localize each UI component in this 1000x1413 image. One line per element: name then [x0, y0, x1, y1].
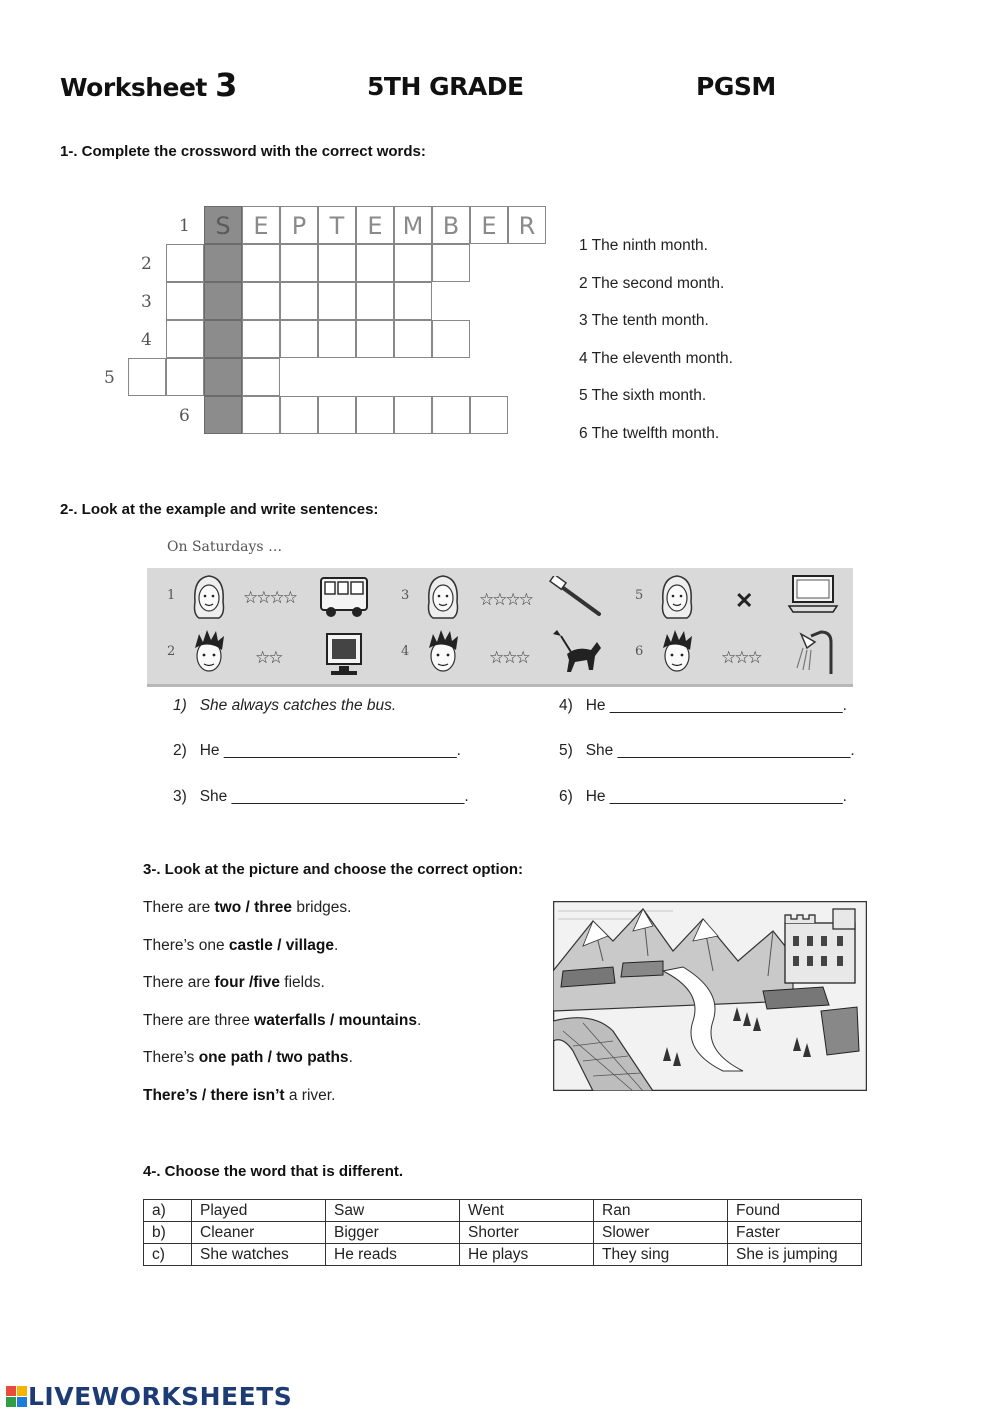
word-cell[interactable]: Played	[192, 1200, 326, 1222]
option-line: There are three waterfalls / mountains.	[143, 1012, 422, 1029]
panel-number: 1	[167, 588, 176, 603]
row-number: 1	[179, 216, 190, 236]
panel-number: 5	[635, 588, 644, 603]
choice[interactable]: two / three	[214, 899, 293, 916]
boy-face-icon	[189, 628, 229, 678]
crossword-cell[interactable]	[394, 244, 432, 282]
table-row	[144, 1200, 862, 1222]
crossword-cell[interactable]	[242, 396, 280, 434]
crossword-cell[interactable]	[356, 244, 394, 282]
choice[interactable]: one path / two paths	[198, 1049, 349, 1066]
word-cell[interactable]: He reads	[326, 1244, 460, 1266]
toothbrush-icon	[549, 576, 609, 620]
landscape-picture	[553, 901, 867, 1091]
school-label: PGSM	[696, 72, 776, 101]
option-line: There’s one path / two paths.	[143, 1049, 353, 1066]
crossword-cell[interactable]	[356, 396, 394, 434]
crossword-cell: E	[242, 206, 280, 244]
never-cross-icon: ✕	[735, 588, 754, 613]
clue: 4 The eleventh month.	[579, 350, 733, 367]
crossword-cell[interactable]	[394, 320, 432, 358]
liveworksheets-logo: LIVEWORKSHEETS	[6, 1382, 292, 1411]
row-number: 3	[141, 292, 152, 312]
word-cell[interactable]: Bigger	[326, 1222, 460, 1244]
crossword-cell[interactable]	[166, 320, 204, 358]
crossword-cell: E	[356, 206, 394, 244]
crossword-cell: M	[394, 206, 432, 244]
crossword-cell[interactable]	[204, 282, 242, 320]
row-number: 2	[141, 254, 152, 274]
clue: 5 The sixth month.	[579, 387, 707, 404]
two-stars-icon: ☆☆	[255, 648, 282, 667]
row-number: 5	[104, 368, 115, 388]
crossword-cell[interactable]	[280, 396, 318, 434]
word-cell[interactable]: Found	[728, 1200, 862, 1222]
crossword-cell[interactable]	[432, 320, 470, 358]
crossword-cell: S	[204, 206, 242, 244]
crossword-cell[interactable]	[204, 244, 242, 282]
option-line: There are four /five fields.	[143, 974, 325, 991]
word-cell[interactable]: They sing	[594, 1244, 728, 1266]
row-label: c)	[144, 1244, 192, 1266]
crossword-cell[interactable]	[318, 320, 356, 358]
girl-face-icon	[189, 572, 229, 622]
row-label: a)	[144, 1200, 192, 1222]
three-stars-icon: ☆☆☆	[721, 648, 761, 667]
shower-icon	[791, 628, 843, 678]
sentence-4[interactable]: 4) He ___________________________.	[559, 697, 847, 714]
table-row	[144, 1222, 862, 1244]
crossword-cell[interactable]	[280, 282, 318, 320]
crossword-cell[interactable]	[166, 282, 204, 320]
worksheet-title: Worksheet 3	[60, 66, 237, 104]
option-line: There’s / there isn’t a river.	[143, 1087, 336, 1104]
crossword-cell[interactable]	[394, 396, 432, 434]
crossword-cell[interactable]	[432, 244, 470, 282]
choice[interactable]: four /five	[214, 974, 280, 991]
choice[interactable]: waterfalls / mountains	[254, 1012, 417, 1029]
word-cell[interactable]: He plays	[460, 1244, 594, 1266]
crossword-cell[interactable]	[356, 320, 394, 358]
sentence-6[interactable]: 6) He ___________________________.	[559, 788, 847, 805]
four-stars-icon: ☆☆☆☆	[243, 588, 296, 607]
choice[interactable]: There’s / there isn’t	[143, 1087, 285, 1104]
crossword-cell[interactable]	[318, 244, 356, 282]
option-line: There are two / three bridges.	[143, 899, 352, 916]
word-cell[interactable]: She watches	[192, 1244, 326, 1266]
crossword-cell: E	[470, 206, 508, 244]
saturday-activities-panel	[147, 568, 853, 684]
clue: 1 The ninth month.	[579, 237, 708, 254]
logo-blocks-icon	[6, 1386, 28, 1408]
option-line: There’s one castle / village.	[143, 937, 339, 954]
sentence-2[interactable]: 2) He ___________________________.	[173, 742, 461, 759]
three-stars-icon: ☆☆☆	[489, 648, 529, 667]
girl-face-icon	[657, 572, 697, 622]
word-cell[interactable]: Ran	[594, 1200, 728, 1222]
crossword-cell[interactable]	[166, 244, 204, 282]
clue: 3 The tenth month.	[579, 312, 709, 329]
section-2-title: 2-. Look at the example and write sentences:	[60, 501, 379, 518]
crossword-cell[interactable]	[280, 320, 318, 358]
crossword-cell[interactable]	[394, 282, 432, 320]
section-1-title: 1-. Complete the crossword with the correct words:	[60, 143, 426, 160]
panel-number: 3	[401, 588, 410, 603]
sentence-5[interactable]: 5) She ___________________________.	[559, 742, 855, 759]
boy-face-icon	[423, 628, 463, 678]
crossword-cell: R	[508, 206, 546, 244]
panel-number: 2	[167, 644, 176, 659]
crossword-cell: P	[280, 206, 318, 244]
panel-caption: On Saturdays …	[167, 539, 283, 555]
sentence-1: 1) She always catches the bus.	[173, 697, 397, 714]
word-cell[interactable]: Saw	[326, 1200, 460, 1222]
laptop-icon	[787, 572, 843, 618]
crossword-cell[interactable]	[242, 244, 280, 282]
crossword-cell: T	[318, 206, 356, 244]
crossword-cell[interactable]	[242, 282, 280, 320]
girl-face-icon	[423, 572, 463, 622]
row-label: b)	[144, 1222, 192, 1244]
crossword-cell[interactable]	[280, 244, 318, 282]
crossword-cell[interactable]	[242, 358, 280, 396]
row-number: 6	[179, 406, 190, 426]
crossword-cell[interactable]	[204, 320, 242, 358]
crossword-cell[interactable]	[356, 282, 394, 320]
crossword-cell[interactable]	[470, 396, 508, 434]
word-cell[interactable]: Slower	[594, 1222, 728, 1244]
crossword-cell[interactable]	[204, 396, 242, 434]
computer-icon	[323, 630, 369, 678]
crossword-cell[interactable]	[166, 358, 204, 396]
panel-number: 4	[401, 644, 410, 659]
clue: 6 The twelfth month.	[579, 425, 720, 442]
clue: 2 The second month.	[579, 275, 725, 292]
odd-word-table	[143, 1199, 862, 1266]
section-4-title: 4-. Choose the word that is different.	[143, 1163, 404, 1180]
word-cell[interactable]: She is jumping	[728, 1244, 862, 1266]
section-3-title: 3-. Look at the picture and choose the correct option:	[143, 861, 524, 878]
crossword-cell[interactable]	[128, 358, 166, 396]
boy-face-icon	[657, 628, 697, 678]
crossword-grid	[0, 0, 560, 450]
choice[interactable]: castle / village	[228, 937, 335, 954]
dog-walk-icon	[547, 628, 607, 678]
crossword-cell[interactable]	[204, 358, 242, 396]
word-cell[interactable]: Shorter	[460, 1222, 594, 1244]
crossword-cell[interactable]	[318, 396, 356, 434]
grade-label: 5TH GRADE	[367, 72, 524, 101]
crossword-cell[interactable]	[242, 320, 280, 358]
sentence-3[interactable]: 3) She ___________________________.	[173, 788, 469, 805]
crossword-cell: B	[432, 206, 470, 244]
word-cell[interactable]: Faster	[728, 1222, 862, 1244]
word-cell[interactable]: Went	[460, 1200, 594, 1222]
bus-icon	[317, 574, 373, 620]
crossword-cell[interactable]	[432, 396, 470, 434]
word-cell[interactable]: Cleaner	[192, 1222, 326, 1244]
panel-number: 6	[635, 644, 644, 659]
crossword-cell[interactable]	[318, 282, 356, 320]
four-stars-icon: ☆☆☆☆	[479, 590, 532, 609]
table-row	[144, 1244, 862, 1266]
row-number: 4	[141, 330, 152, 350]
